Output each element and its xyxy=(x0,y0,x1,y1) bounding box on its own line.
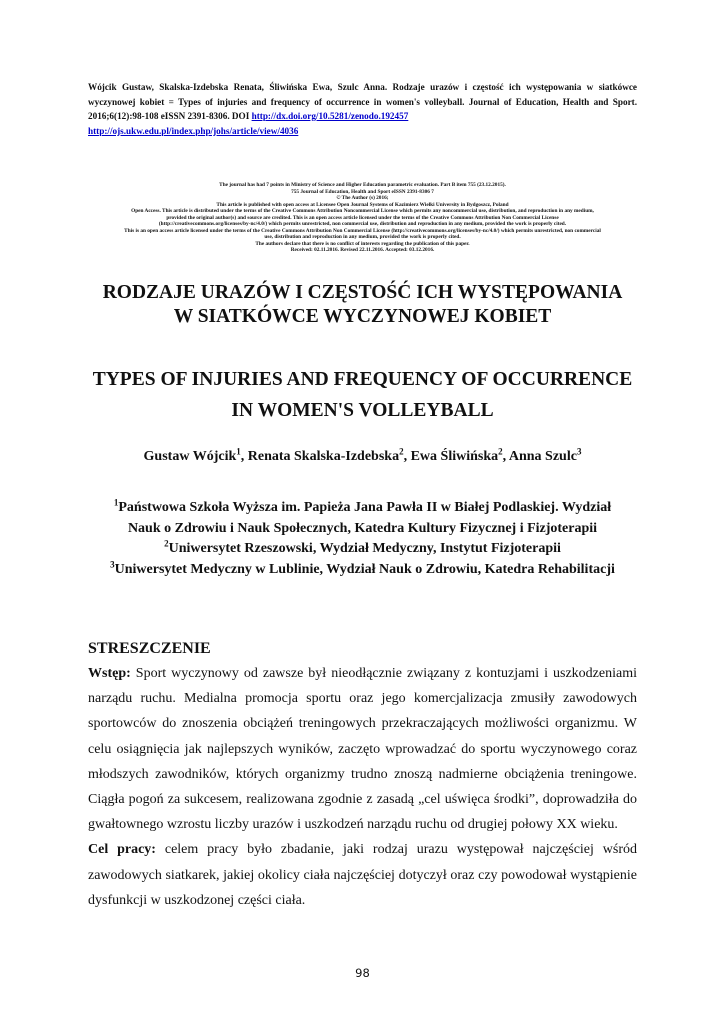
citation-block xyxy=(88,80,637,138)
notice-line: This article is published with open access at Licensee Open Journal Systems of Kazimierz Wielki University in Bydgoszcz, Poland xyxy=(216,201,509,208)
notice-line: Received: 02.11.2016. Revised 22.11.2016. Accepted: 03.12.2016. xyxy=(290,247,435,253)
intro-label: Wstęp: xyxy=(88,666,131,681)
affiliation-line xyxy=(60,560,665,581)
affiliation-text: Uniwersytet Medyczny w Lublinie, Wydział Nauk o Zdrowiu, Katedra Rehabilitacji xyxy=(114,561,615,577)
journal-license-notice xyxy=(72,182,653,254)
abstract-aim-paragraph xyxy=(88,837,637,913)
author-affiliation-mark: 1 xyxy=(236,446,241,457)
author-name: Anna Szulc xyxy=(508,449,577,464)
author-affiliation-mark: 2 xyxy=(399,446,404,457)
author-affiliation-mark: 3 xyxy=(576,446,582,457)
article-url-link[interactable]: http://ojs.ukw.edu.pl/index.php/johs/article/view/4036 xyxy=(88,125,299,136)
citation-text: Wójcik Gustaw, Skalska-Izdebska Renata, Śliwińska Ewa, Szulc Anna. Rodzaje urazów i częstość ich występowania w siatkówce wyczynowej kobiet = Types of injuries and frequency of occurrence in women's volleyball. Journal of Education, Health and Sport. 2016;6(12):98-108 eISSN 2391-8306. DOI xyxy=(88,82,637,121)
title-polish-line: RODZAJE URAZÓW I CZĘSTOŚĆ ICH WYSTĘPOWANIA xyxy=(102,282,623,303)
intro-text: Sport wyczynowy od zawsze był nieodłącznie związany z kontuzjami i uszkodzeniami narządu ruchu. Medialna promocja sportu oraz jego komercjalizacja zmusiły zawodowych sportowców do znoszenia obciążeń treningowych przekraczających możliwości organizmu. W celu osiągnięcia jak najlepszych wyników, zaczęto wprowadzać do sportu wyczynowego coraz młodszych zawodników, których organizmy trudno znoszą nadmierne obciążenia treningowe. Ciągła pogoń za sukcesem, realizowana zgodnie z zasadą „cel uświęca środki”, doprowadziła do gwałtownego wzrostu liczby urazów i uszkodzeń narządu ruchu od drugiej połowy XX wieku. xyxy=(88,666,637,833)
notice-line: The authors declare that there is no conflict of interests regarding the publication of this paper. xyxy=(255,240,470,247)
author-affiliation-mark: 2 xyxy=(498,446,503,457)
author-list xyxy=(60,448,665,466)
notice-line: 755 Journal of Education, Health and Sport eISSN 2391-8306 7 xyxy=(291,188,434,195)
notice-line: (http://creativecommons.org/licenses/by-nc/4.0/) which permits unrestricted, non commercial use, distribution and reproduction in any medium, provided the work is properly cited. xyxy=(158,221,567,227)
notice-line: Open Access. This article is distributed under the terms of the Creative Commons Attribution Noncommercial License which permits any noncommercial use, distribution, and reproduction in any medium, xyxy=(131,208,594,214)
notice-line: © The Author (s) 2016; xyxy=(336,195,389,201)
notice-line: The journal has had 7 points in Ministry of Science and Higher Education parametric evaluation. Part B item 755 (23.12.2015). xyxy=(219,182,506,188)
author-separator: , xyxy=(403,449,411,464)
affiliation-line xyxy=(60,498,665,519)
notice-line: This is an open access article licensed under the terms of the Creative Commons Attribution Non Commercial License (http://creativecommons.org/licenses/by-nc/4.0/) which permits unrestricted, non commercial xyxy=(124,227,601,234)
abstract-body xyxy=(88,661,637,913)
notice-line: provided the original author(s) and source are credited. This is an open access article licensed under the terms of the Creative Commons Attribution Non Commercial License xyxy=(166,214,559,221)
affiliation-text: Państwowa Szkoła Wyższa im. Papieża Jana Pawła II w Białej Podlaskiej. Wydział xyxy=(118,500,612,515)
abstract-heading: STRESZCZENIE xyxy=(88,640,211,657)
affiliation-line xyxy=(60,519,665,540)
notice-line: use, distribution and reproduction in any medium, provided the work is properly cited. xyxy=(264,234,461,240)
abstract-intro-paragraph xyxy=(88,661,637,837)
affiliation-text: Nauk o Zdrowiu i Nauk Społecznych, Katedra Kultury Fizycznej i Fizjoterapii xyxy=(127,520,598,536)
author-name: Gustaw Wójcik xyxy=(143,449,237,464)
aim-label: Cel pracy: xyxy=(88,842,156,858)
affiliations xyxy=(60,498,665,580)
affiliation-line xyxy=(60,539,665,560)
author-separator: , xyxy=(240,449,248,464)
author-name: Ewa Śliwińska xyxy=(410,449,499,464)
title-english xyxy=(60,364,665,426)
affiliation-mark: 3 xyxy=(110,558,115,569)
aim-text: celem pracy było zbadanie, jaki rodzaj urazu występował najczęściej wśród zawodowych siatkarek, jakiej okolicy ciała najczęściej dotyczył oraz czy powodował wystąpienie dysfunkcji w uszkodzonej części ciała. xyxy=(88,842,637,908)
title-polish xyxy=(60,281,665,329)
author-separator: , xyxy=(502,449,509,464)
doi-link[interactable]: http://dx.doi.org/10.5281/zenodo.192457 xyxy=(251,111,409,121)
affiliation-text: Uniwersytet Rzeszowski, Wydział Medyczny, Instytut Fizjoterapii xyxy=(168,541,561,556)
page-number: 98 xyxy=(355,966,370,980)
affiliation-mark: 2 xyxy=(164,538,169,549)
author-name: Renata Skalska-Izdebska xyxy=(247,449,400,464)
title-polish-line: W SIATKÓWCE WYCZYNOWEJ KOBIET xyxy=(173,306,552,327)
title-english-line: IN WOMEN'S VOLLEYBALL xyxy=(231,400,494,421)
affiliation-mark: 1 xyxy=(113,497,119,508)
title-english-line: TYPES OF INJURIES AND FREQUENCY OF OCCURRENCE xyxy=(92,369,633,390)
